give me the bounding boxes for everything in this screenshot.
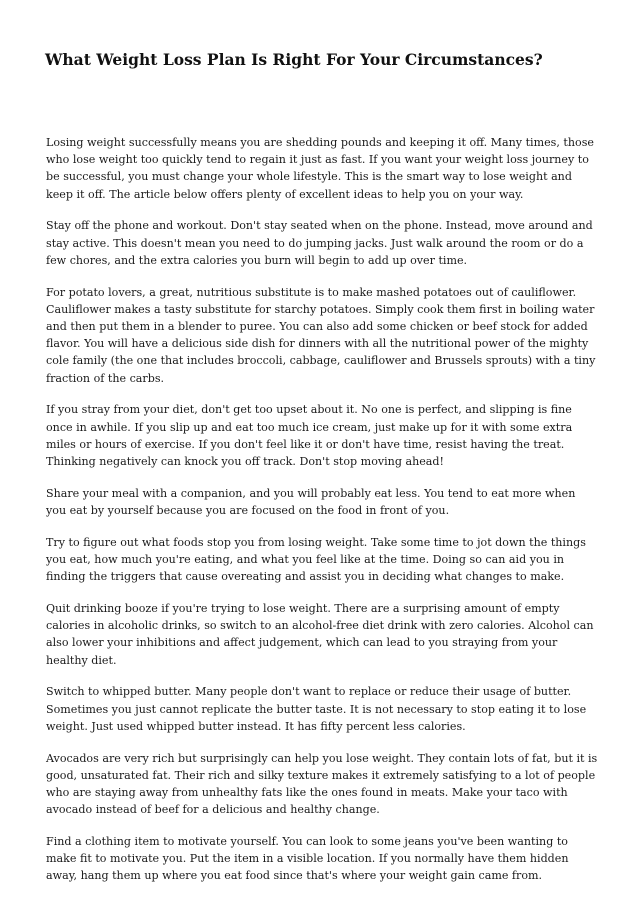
document-title: What Weight Loss Plan Is Right For Your Circumstances?	[45, 50, 543, 69]
document-body	[46, 134, 598, 899]
paragraph-cauliflower: For potato lovers, a great, nutritious substitute is to make mashed potatoes out of cauliflower. Cauliflower makes a tasty substitute for starchy potatoes. Simply cook them first in boiling water and then put them in a blender to puree. You can also add some chicken or beef stock for added flavor. You will have a delicious side dish for dinners with all the nutritional power of the mighty cole family (the one that includes broccoli, cabbage, cauliflower and Brussels sprouts) with a tiny fraction of the carbs.	[46, 285, 596, 385]
paragraph-phone-workout: Stay off the phone and workout. Don't stay seated when on the phone. Instead, move around and stay active. This doesn't mean you need to do jumping jacks. Just walk around the room or do a few chores, and the extra calories you burn will begin to add up over time.	[46, 219, 593, 267]
paragraph-avocados: Avocados are very rich but surprisingly can help you lose weight. They contain lots of fat, but it is good, unsaturated fat. Their rich and silky texture makes it extremely satisfying to a lot of people who are staying away from unhealthy fats like the ones found in meats. Make your taco with avocado instead of beef for a delicious and healthy change.	[46, 751, 598, 817]
paragraph-diet-slip: If you stray from your diet, don't get too upset about it. No one is perfect, and slipping is fine once in awhile. If you slip up and eat too much ice cream, just make up for it with some extra miles or hours of exercise. If you don't feel like it or don't have time, resist having the treat. Thinking negatively can knock you off track. Don't stop moving ahead!	[46, 403, 573, 469]
paragraph-intro: Losing weight successfully means you are shedding pounds and keeping it off. Many times, those who lose weight too quickly tend to regain it just as fast. If you want your weight loss journey to be successful, you must change your whole lifestyle. This is the smart way to lose weight and keep it off. The article below offers plenty of excellent ideas to help you on your way.	[46, 136, 594, 201]
paragraph-alcohol: Quit drinking booze if you're trying to lose weight. There are a surprising amount of empty calories in alcoholic drinks, so switch to an alcohol-free diet drink with zero calories. Alcohol can also lower your inhibitions and affect judgement, which can lead to you straying from your healthy diet.	[46, 602, 594, 667]
paragraph-trigger-foods: Try to figure out what foods stop you from losing weight. Take some time to jot down the things you eat, how much you're eating, and what you feel like at the time. Doing so can aid you in finding the triggers that cause overeating and assist you in deciding what changes to make.	[46, 535, 586, 584]
paragraph-clothing-motivation: Find a clothing item to motivate yourself. You can look to some jeans you've been wanting to make fit to motivate you. Put the item in a visible location. If you normally have them hidden away, hang them up where you eat food since that's where your weight gain came from.	[46, 835, 569, 883]
paragraph-whipped-butter: Switch to whipped butter. Many people don't want to replace or reduce their usage of butter. Sometimes you just cannot replicate the butter taste. It is not necessary to stop eating it to lose weight. Just used whipped butter instead. It has fifty percent less calories.	[46, 685, 587, 733]
paragraph-share-meal: Share your meal with a companion, and you will probably eat less. You tend to eat more when you eat by yourself because you are focused on the food in front of you.	[46, 486, 576, 518]
